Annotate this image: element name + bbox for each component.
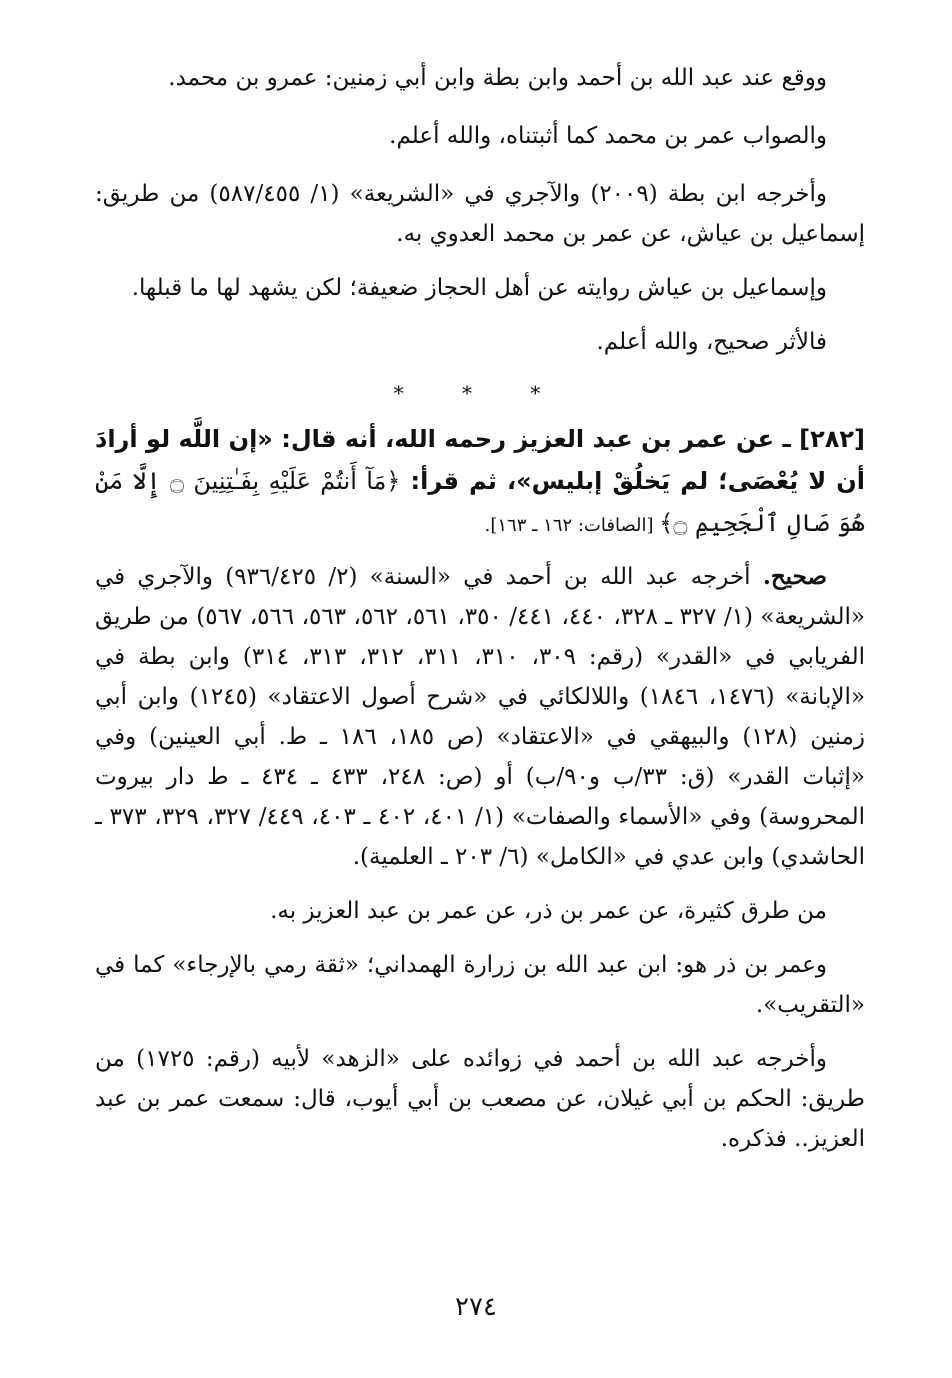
paragraph-4: وإسماعيل بن عياش روايته عن أهل الحجاز ضعيفة؛ لكن يشهد لها ما قبلها. xyxy=(131,275,827,301)
paragraph-6: من طرق كثيرة، عن عمر بن ذر، عن عمر بن عبد العزيز به. xyxy=(270,898,827,924)
paragraph-2: والصواب عمر بن محمد كما أثبتناه، والله أعلم. xyxy=(389,123,827,149)
page-body xyxy=(95,58,865,1173)
paragraph-7: وعمر بن ذر هو: ابن عبد الله بن زرارة الهمداني؛ «ثقة رمي بالإرجاء» كما في «التقريب». xyxy=(95,952,865,1018)
paragraph-1: ووقع عند عبد الله بن أحمد وابن بطة وابن أبي زمنين: عمرو بن محمد. xyxy=(168,65,827,91)
paragraph-3: وأخرجه ابن بطة (٢٠٠٩) والآجري في «الشريعة» (١/ ٥٨٧/٤٥٥) من طريق: إسماعيل بن عياش، عن عمر بن محمد العدوي به. xyxy=(95,181,865,247)
paragraph-8: وأخرجه عبد الله بن أحمد في زوائده على «الزهد» لأبيه (رقم: ١٧٢٥) من طريق: الحكم بن أبي غيلان، عن مصعب بن أبي أيوب، قال: سمعت عمر بن عبد العزيز.. فذكره. xyxy=(95,1046,865,1152)
hadith-282 xyxy=(95,418,865,547)
takhrij-paragraph xyxy=(95,557,865,877)
hadith-text: [٢٨٢] ـ عن عمر بن عبد العزيز رحمه الله، أنه قال: «إن اللَّه لو أرادَ أن لا يُعْصَى؛ لم يَخلُقْ إبليس»، ثم قرأ: xyxy=(95,425,866,495)
section-separator: * * * xyxy=(393,381,567,405)
quran-verse: ﴿مَآ أَنتُمْ عَلَيْهِ بِفَـٰتِنِينَ ۝ إِلَّا مَنْ هُوَ صَالِ ٱلْجَحِيمِ ۝﴾ xyxy=(95,467,865,537)
grading-label: صحيح. xyxy=(762,563,827,590)
quran-reference: [الصافات: ١٦٢ ـ ١٦٣]. xyxy=(484,515,660,536)
page-number: ٢٧٤ xyxy=(455,1292,497,1322)
takhrij-text: أخرجه عبد الله بن أحمد في «السنة» (٢/ ٩٣٦/٤٢٥) والآجري في «الشريعة» (١/ ٣٢٧ ـ ٣٢٨، ٤٤٠، ٤٤١/ ٣٥٠، ٥٦١، ٥٦٢، ٥٦٣، ٥٦٦، ٥٦٧) من طريق الفريابي في «القدر» (رقم: ٣٠٩، ٣١٠، ٣١١، ٣١٢، ٣١٣، ٣١٤) وابن بطة في «الإبانة» (١٤٧٦، ١٨٤٦) واللالكائي في «شرح أصول الاعتقاد» (١٢٤٥) وابن أبي زمنين (١٢٨) والبيهقي في «الاعتقاد» (ص ١٨٥، ١٨٦ ـ ط. أبي العينين) وفي «إثبات القدر» (ق: ٣٣/ب و٩٠/ب) أو (ص: ٢٤٨، ٤٣٣ ـ ٤٣٤ ـ ط دار بيروت المحروسة) وفي «الأسماء والصفات» (١/ ٤٠١، ٤٠٢ ـ ٤٠٣، ٤٤٩/ ٣٢٧، ٣٢٩، ٣٧٣ ـ الحاشدي) وابن عدي في «الكامل» (٦/ ٢٠٣ ـ العلمية). xyxy=(95,564,866,870)
paragraph-5: فالأثر صحيح، والله أعلم. xyxy=(596,329,827,355)
